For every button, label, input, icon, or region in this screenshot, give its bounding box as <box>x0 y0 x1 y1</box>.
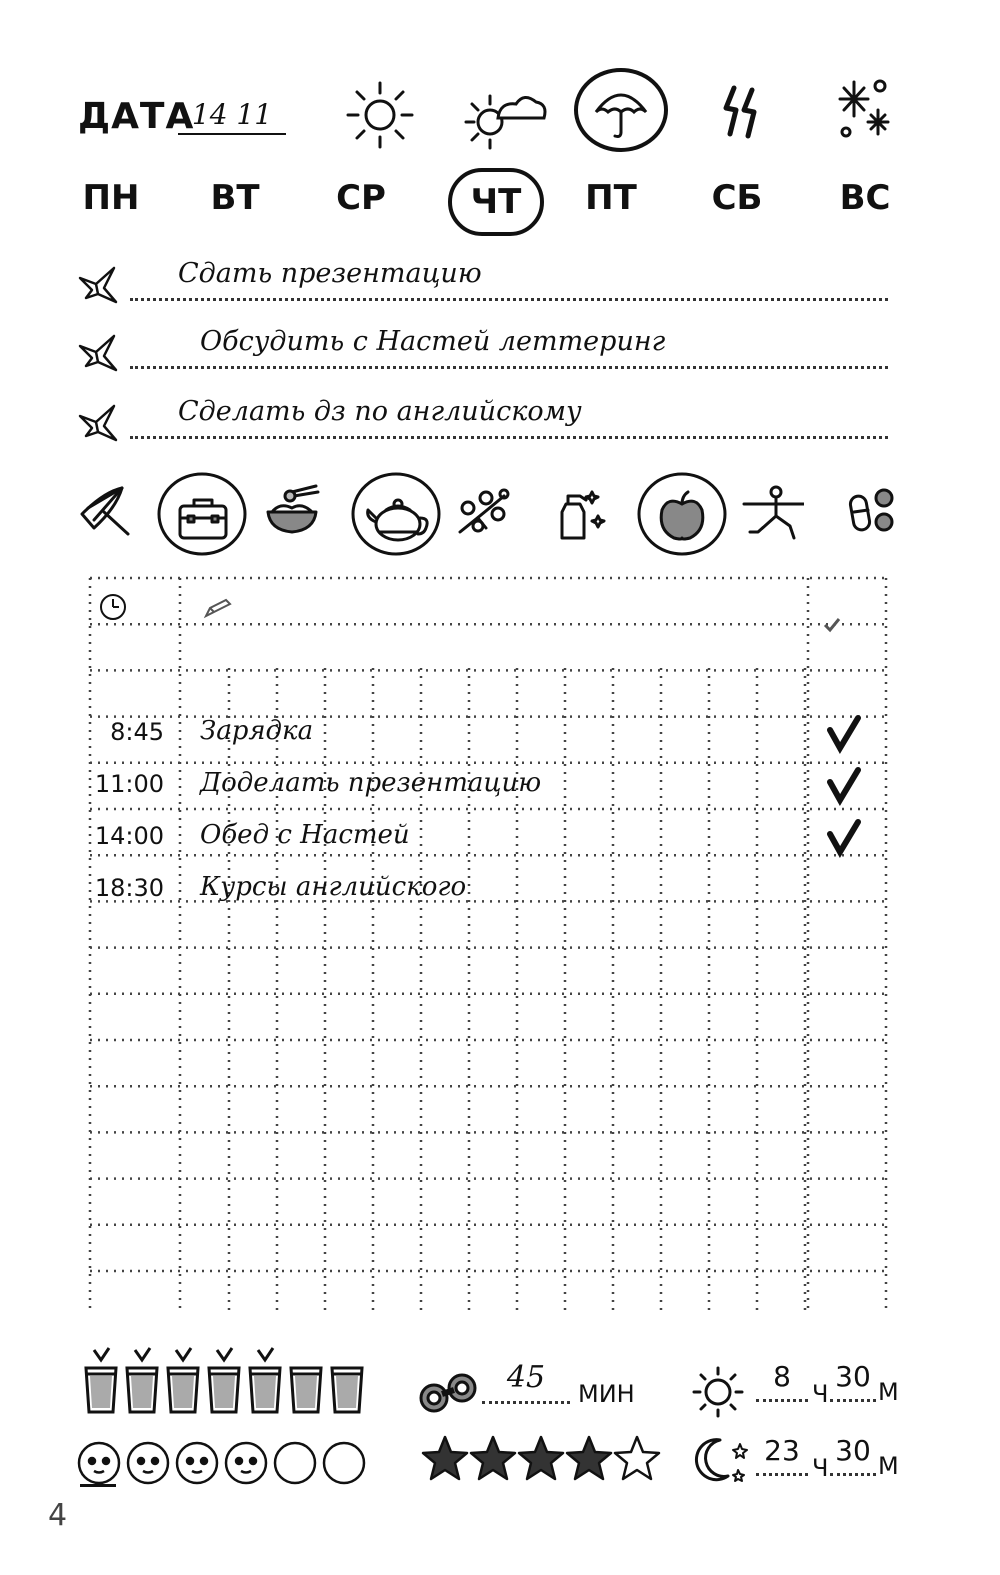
clock-icon <box>98 592 128 622</box>
sleep-hours-field[interactable]: 23 <box>756 1434 808 1476</box>
sleep-hours-unit: Ч <box>812 1454 829 1482</box>
pencil-icon <box>202 596 234 620</box>
checkmark-icon <box>822 616 842 634</box>
wake-hours-field[interactable]: 8 <box>756 1360 808 1402</box>
weekday-5[interactable]: ПТ <box>585 178 637 218</box>
pills-icon[interactable] <box>846 482 910 546</box>
goal-text: Обсудить с Настей леттеринг <box>200 326 666 357</box>
apple-icon[interactable] <box>636 470 728 558</box>
wake-minutes-unit: М <box>878 1378 899 1406</box>
star-filled-icon[interactable] <box>420 1434 470 1484</box>
wake-sun-icon <box>690 1364 746 1420</box>
page-number: 4 <box>48 1498 68 1533</box>
water-glass-empty-icon[interactable] <box>328 1346 366 1416</box>
sun-icon[interactable] <box>340 75 420 155</box>
wake-hours-unit: Ч <box>812 1380 829 1408</box>
blush-face-icon[interactable] <box>125 1440 171 1486</box>
sun-cloud-icon[interactable] <box>458 78 548 158</box>
date-label: ДАТА <box>78 96 195 137</box>
weekday-6[interactable]: СБ <box>711 178 763 218</box>
water-glass-filled-icon[interactable] <box>82 1346 120 1416</box>
noodles-icon[interactable] <box>262 482 326 546</box>
star-filled-icon[interactable] <box>564 1434 614 1484</box>
goal-line[interactable] <box>130 326 888 369</box>
water-glass-empty-icon[interactable] <box>287 1346 325 1416</box>
schedule-task[interactable]: Зарядка <box>200 716 314 746</box>
parasol-icon[interactable] <box>76 482 140 546</box>
shocked-face-icon[interactable] <box>174 1440 220 1486</box>
briefcase-icon[interactable] <box>156 470 248 558</box>
schedule-time[interactable]: 18:30 <box>94 874 164 902</box>
water-glass-filled-icon[interactable] <box>246 1346 284 1416</box>
schedule-task[interactable]: Курсы английского <box>200 872 467 902</box>
sakura-icon[interactable] <box>452 482 516 546</box>
crane-icon <box>76 264 120 304</box>
goal-line[interactable] <box>130 396 888 439</box>
snow-icon[interactable] <box>834 74 894 144</box>
yoga-icon[interactable] <box>740 482 804 546</box>
weekday-4[interactable]: ЧТ <box>448 168 544 236</box>
calm-face-icon[interactable] <box>76 1440 122 1486</box>
wake-minutes-field[interactable]: 30 <box>830 1360 876 1402</box>
sleep-minutes-unit: М <box>878 1452 899 1480</box>
done-check-icon[interactable] <box>826 714 862 754</box>
schedule-time[interactable]: 11:00 <box>94 770 164 798</box>
dumbbell-icon <box>418 1372 482 1416</box>
crane-icon <box>76 332 120 372</box>
teapot-icon[interactable] <box>350 470 442 558</box>
schedule-task[interactable]: Обед с Настей <box>200 820 410 850</box>
water-glass-filled-icon[interactable] <box>205 1346 243 1416</box>
water-glass-filled-icon[interactable] <box>123 1346 161 1416</box>
tired-face-icon[interactable] <box>223 1440 269 1486</box>
weekday-2[interactable]: ВТ <box>210 178 260 218</box>
schedule-time[interactable]: 14:00 <box>94 822 164 850</box>
weekday-1[interactable]: ПН <box>82 178 140 218</box>
umbrella-icon[interactable] <box>572 66 670 154</box>
weekday-3[interactable]: СР <box>336 178 386 218</box>
star-filled-icon[interactable] <box>516 1434 566 1484</box>
schedule-task[interactable]: Доделать презентацию <box>200 768 542 798</box>
done-check-icon[interactable] <box>826 766 862 806</box>
star-empty-icon[interactable] <box>612 1434 662 1484</box>
weekday-7[interactable]: ВС <box>839 178 891 218</box>
sleep-minutes-field[interactable]: 30 <box>830 1434 876 1476</box>
cleaning-spray-icon[interactable] <box>552 482 616 546</box>
done-check-icon[interactable] <box>826 818 862 858</box>
lightning-icon[interactable] <box>718 84 774 144</box>
workout-unit: МИН <box>578 1380 635 1408</box>
schedule-grid <box>88 576 888 1316</box>
goal-line[interactable] <box>130 258 888 301</box>
star-filled-icon[interactable] <box>468 1434 518 1484</box>
sleep-moon-icon <box>694 1436 754 1488</box>
empty-circle-icon[interactable] <box>321 1440 367 1486</box>
water-glass-filled-icon[interactable] <box>164 1346 202 1416</box>
empty-circle-icon[interactable] <box>272 1440 318 1486</box>
date-field[interactable]: 14 11 <box>178 98 286 135</box>
workout-minutes-field[interactable]: 45 <box>482 1360 570 1404</box>
goal-text: Сделать дз по английскому <box>178 396 582 427</box>
schedule-time[interactable]: 8:45 <box>110 718 164 746</box>
goal-text: Сдать презентацию <box>178 258 482 289</box>
crane-icon <box>76 402 120 442</box>
